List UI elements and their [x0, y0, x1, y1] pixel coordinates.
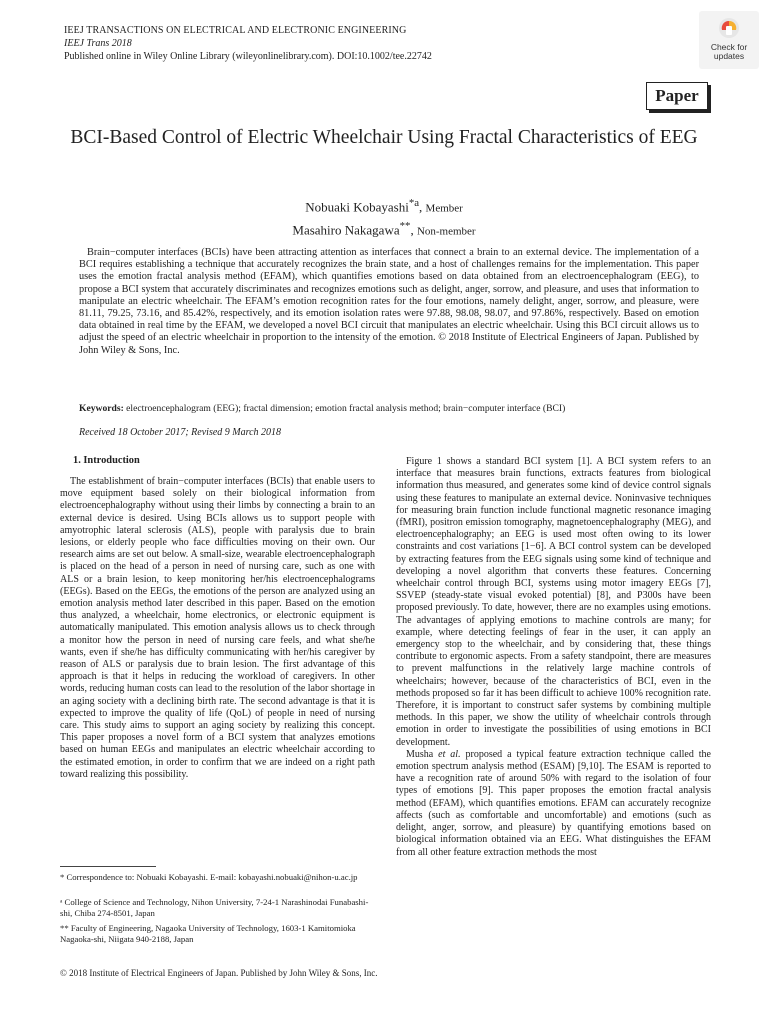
footnote-affiliation-b: ** Faculty of Engineering, Nagaoka University of Technology, 1603-1 Kamitomioka Nagaoka-shi, Niigata 940-2188, Japan — [60, 923, 356, 944]
author-role: Non-member — [416, 225, 476, 238]
author-name: Nobuaki Kobayashi — [305, 199, 409, 215]
check-for-updates-icon — [718, 17, 740, 39]
journal-short: IEEJ Trans 2018 — [64, 38, 132, 49]
body-column-left — [60, 476, 375, 781]
check-for-updates-label: Check for updates — [710, 42, 748, 61]
paper-type-label: Paper — [646, 82, 708, 110]
journal-header — [64, 24, 432, 63]
footnote-divider — [60, 866, 156, 867]
keywords-label: Keywords: — [79, 403, 124, 414]
author-list — [0, 194, 768, 241]
author-2: Masahiro Nakagawa**, Non-member — [292, 220, 476, 238]
journal-name: IEEJ TRANSACTIONS ON ELECTRICAL AND ELECTRONIC ENGINEERING — [64, 25, 407, 36]
publication-info: Published online in Wiley Online Library (wileyonlinelibrary.com). DOI:10.1002/tee.22742 — [64, 51, 432, 62]
author-name: Masahiro Nakagawa — [292, 222, 400, 238]
section-heading-introduction: 1. Introduction — [73, 455, 140, 466]
received-dates: Received 18 October 2017; Revised 9 March 2018 — [79, 427, 282, 438]
body-paragraph: Figure 1 shows a standard BCI system [1]. A BCI system refers to an interface that measures brain functions, extracts features from biological information thus measured, and generates some kind of device control signals using these features to manipulate an external device. Noninvasive techniques for measuring brain function include functional magnetic resonance imaging (fMRI), positron emission tomography, magnetoencephalography (MEG), and electroencephalography; an EEG is used most often owing to its lower constraints and cost variations [1−6]. A BCI control system can be developed by extracting features from the EEG signals using some kind of technique and developing a novel algorithm that converts these features. Concerning wheelchair control through BCI, systems using motor imagery EEGs [7], SSVEP (steady-state visual evoked potential) [8], and P300s have been proposed previously. To date, however, there are no examples using emotions. The advantages of applying emotions to machine controls are many; for example, where detecting feelings of fear in the user, it can apply an emergency stop to the wheelchair, and by considering that, these things contribute to ergonomic aspects. From a safety standpoint, there are measures to prevent malfunctions in the relatively large machine controls of wheelchairs; however, because of the characteristics of BCI, even in the methods proposed so far it has been difficult to achieve 100% recognition rate. Therefore, it is important to construct safer systems by combining multiple methods. In this paper, we show the utility of wheelchair controls through emotion in order to investigate the possibilities of using emotions in BCI development. — [396, 456, 711, 748]
paper-title: BCI-Based Control of Electric Wheelchair Using Fractal Characteristics of EEG — [70, 127, 698, 148]
body-paragraph: Musha et al. proposed a typical feature extraction technique called the emotion spectrum analysis method (ESAM) [9,10]. The ESAM is reported to have a recognition rate of around 50% with regard to the isolation of four types of emotions [9]. This paper proposes the emotion fractal analysis method (EFAM), which quantifies emotions. EFAM can accurately recognize affects (such as comfortable and uncomfortable) and emotions (such as delight, anger, sorrow, and pleasure) by quantifying emotions based on biological information obtained via an EEG. What distinguishes the EFAM from all other feature extraction methods the most — [396, 748, 711, 858]
footnote-affiliation-a: ᵃ College of Science and Technology, Nihon University, 7-24-1 Narashinodai Funabashi-shi, Chiba 274-8501, Japan — [60, 897, 369, 918]
body-column-right — [396, 456, 711, 859]
copyright-footer: © 2018 Institute of Electrical Engineers of Japan. Published by John Wiley & Sons, Inc. — [60, 968, 378, 978]
abstract: Brain−computer interfaces (BCIs) have been attracting attention as interfaces that connect a brain to an external device. The implementation of a BCI requires establishing a technique that accurately recognizes the brain state, and a host of challenges remains for the implementation. This paper uses the emotion fractal analysis method (EFAM), which quantifies emotions based on data obtained from an electroencephalogram (EEG), to propose a BCI system that accurately discriminates and recognizes emotions such as delight, anger, sorrow, and pleasure, and uses that information to manipulate an electric wheelchair. The EFAM’s emotion recognition rates for the four emotions, namely delight, anger, sorrow, and pleasure, were 81.11, 79.25, 73.16, and 85.42%, respectively, and its emotion isolation rates were 97.88, 98.08, 98.07, and 97.86%, respectively. Based on emotion data obtained in real time by the EFAM, we developed a novel BCI circuit that manipulates an electric wheelchair. Using this BCI circuit allows us to adjust the speed of an electric wheelchair in proportion to the intensity of the emotion. © 2018 Institute of Electrical Engineers of Japan. Published by John Wiley & Sons, Inc. — [79, 247, 699, 356]
keywords-text: electroencephalogram (EEG); fractal dimension; emotion fractal analysis method; brain−computer interface (BCI) — [126, 403, 566, 414]
body-paragraph: The establishment of brain−computer interfaces (BCIs) that enable users to move equipment based solely on their biological information from electroencephalography without using their limbs by connecting a brain to an external device is desired. Using BCIs allows us to support people with amyotrophic lateral sclerosis (ALS), people with paralysis due to brain lesions, or elderly people who face difficulties moving on their own. Our research aims are set out below. A small-size, wearable electroencephalograph is placed on the head of a person in need of nursing care, such as one with ALS or a brain lesion, to keep monitoring her/his electroencephalograms (EEGs). Based on the EEGs, the emotions of the person are analyzed using an emotion analysis method later described in this paper. Based on the emotion thus analyzed, a wheelchair, home electronics, or electronic equipment is automatically manipulated. This emotion analysis allows us to check through a monitor how the person in need of nursing care feels, and what she/he wants, even if she/he has difficulty communicating with her/his caregiver by reason of ALS or paralysis due to brain lesion. The first advantage of this approach is that it helps in reducing the workload of caregivers. In other words, reducing human costs can lead to the resolution of the labor shortage in an aging society with a declining birth rate. The second advantage is that it is expected to improve the quality of life (QoL) of people in need of nursing care. This study aims to support an aging society by realizing this concept. This paper proposes a novel form of a BCI system that analyzes emotions based on human EEGs and manipulates an electric wheelchair according to the estimated emotion, in order to confirm that we are indeed on a right path toward realizing this possibility. — [60, 476, 375, 780]
author-1: Nobuaki Kobayashi$^{*a}$, Member — [305, 197, 463, 215]
keywords — [79, 403, 699, 415]
author-role: Member — [425, 202, 463, 215]
check-for-updates-badge[interactable] — [699, 11, 759, 69]
footnote-correspondence: * Correspondence to: Nobuaki Kobayashi. E-mail: kobayashi.nobuaki@nihon-u.ac.jp — [60, 872, 358, 882]
